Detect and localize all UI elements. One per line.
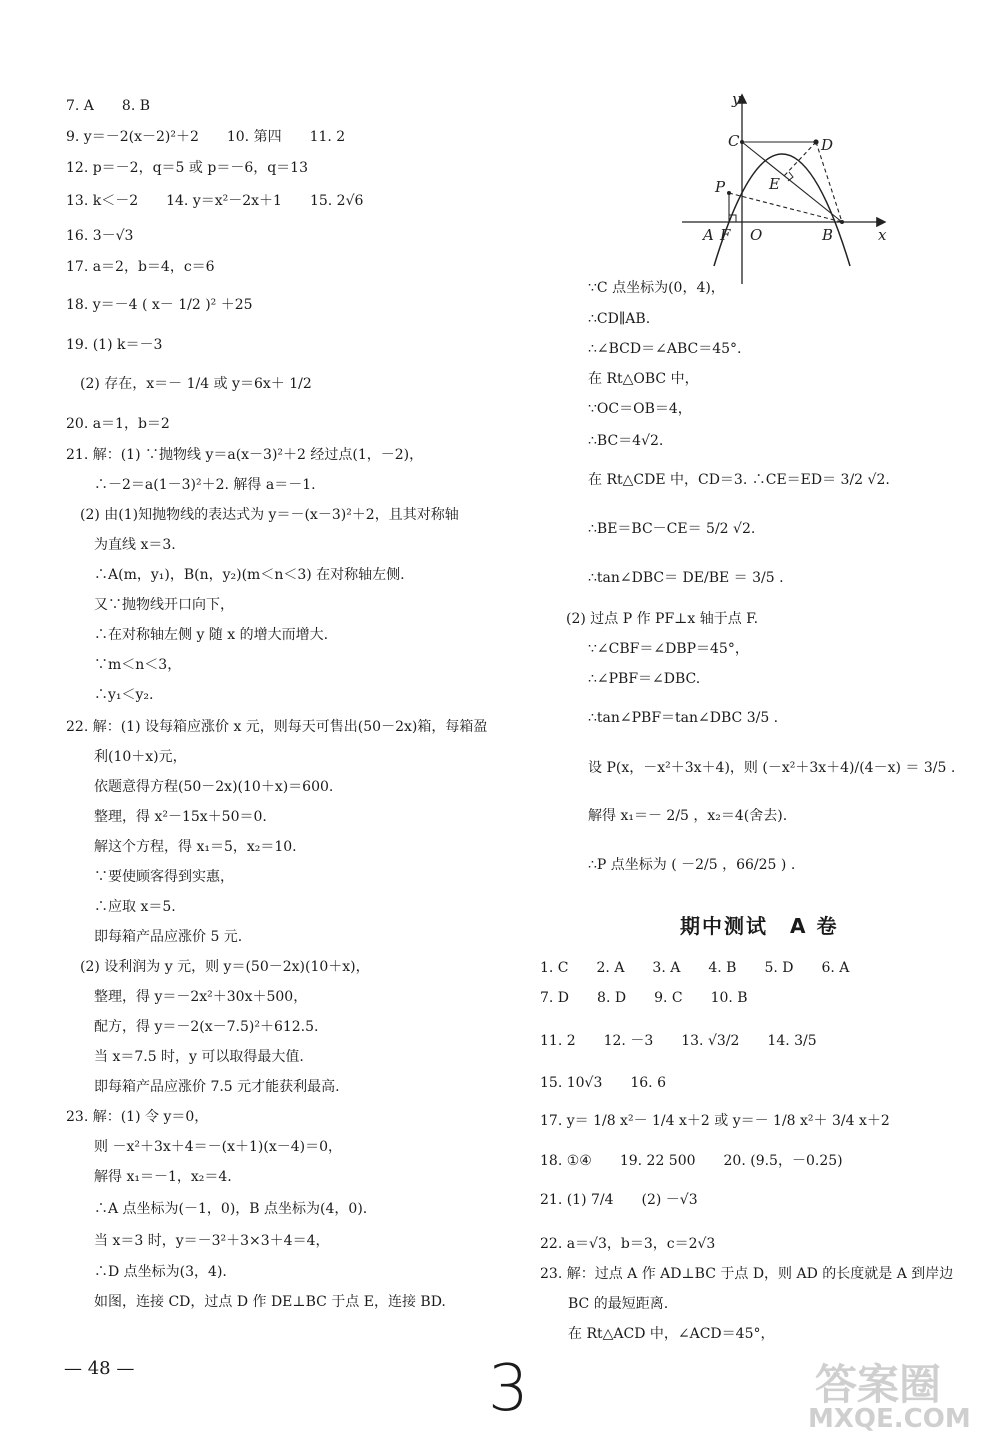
page-number: — 48 — (64, 1358, 135, 1379)
answer-line: ∴－2＝a(1－3)²＋2. 解得 a＝－1. (66, 477, 316, 493)
answer-line: 23. 解：(1) 令 y＝0， (66, 1109, 209, 1125)
answer-line: 在 Rt△ACD 中，∠ACD＝45°， (540, 1326, 775, 1342)
answer-line: (2) 存在，x＝－ 1/4 或 y＝6x＋ 1/2 (66, 376, 312, 392)
answer-line: 13. k＜－2 14. y＝x²－2x＋1 15. 2√6 (66, 193, 364, 209)
solution-line: 在 Rt△OBC 中， (588, 371, 699, 387)
answer-line: 为直线 x＝3. (66, 537, 176, 553)
answer-line: 则 －x²＋3x＋4＝－(x＋1)(x－4)＝0， (66, 1139, 343, 1155)
answer-line: 21. (1) 7/4 (2) －√3 (540, 1192, 698, 1208)
solution-line: ∴tan∠PBF＝tan∠DBC 3/5 . (588, 710, 779, 726)
answer-line: 22. 解：(1) 设每箱应涨价 x 元，则每天可售出(50－2x)箱，每箱盈 (66, 719, 488, 735)
solution-line: (2) 过点 P 作 PF⊥x 轴于点 F. (566, 611, 759, 627)
answer-line: 11. 2 12. －3 13. √3/2 14. 3/5 (540, 1033, 817, 1049)
label-f: F (720, 226, 731, 244)
answer-line: 17. a＝2，b＝4，c＝6 (66, 259, 215, 275)
solution-line: ∵∠CBF＝∠DBP＝45°， (588, 641, 749, 657)
solution-line: 解得 x₁＝－ 2/5 ，x₂＝4(舍去). (588, 808, 788, 824)
answer-line: ∴y₁＜y₂. (66, 687, 154, 703)
answer-line: 7. A 8. B (66, 98, 151, 114)
label-c: C (728, 132, 740, 150)
answer-line: (2) 由(1)知抛物线的表达式为 y＝－(x－3)²＋2，且其对称轴 (66, 507, 459, 523)
answer-line: 17. y＝ 1/8 x²－ 1/4 x＋2 或 y＝－ 1/8 x²＋ 3/4 x＋2 (540, 1113, 890, 1129)
answer-line: 18. y＝－4 ( x－ 1/2 )² ＋25 (66, 297, 253, 313)
solution-line: ∴BC＝4√2. (588, 433, 664, 449)
label-x: x (878, 226, 887, 244)
point-p (727, 191, 731, 195)
solution-line: ∴tan∠DBC＝ DE/BE ＝ 3/5 . (588, 570, 784, 586)
answer-line: ∵m＜n＜3， (66, 657, 182, 673)
answer-line: 整理，得 x²－15x＋50＝0. (66, 809, 267, 825)
solution-line: ∴BE＝BC－CE＝ 5/2 √2. (588, 521, 756, 537)
answer-line: ∴D 点坐标为(3，4). (66, 1264, 227, 1280)
answer-line: ∴应取 x＝5. (66, 899, 176, 915)
answer-line: 19. (1) k＝－3 (66, 337, 163, 353)
answer-line: 如图，连接 CD，过点 D 作 DE⊥BC 于点 E，连接 BD. (66, 1294, 446, 1310)
answer-line: 7. D 8. D 9. C 10. B (540, 990, 748, 1006)
answer-line: 1. C 2. A 3. A 4. B 5. D 6. A (540, 960, 850, 976)
answer-line: 即每箱产品应涨价 7.5 元才能获利最高. (66, 1079, 340, 1095)
section-title: 期中测试 A 卷 (680, 914, 839, 938)
solution-line: ∵OC＝OB＝4， (588, 401, 692, 417)
point-d (813, 139, 818, 144)
solution-line: ∴∠PBF＝∠DBC. (588, 671, 701, 687)
handwritten-mark: 3 (488, 1352, 529, 1426)
answer-line: 整理，得 y＝－2x²＋30x＋500， (66, 989, 308, 1005)
segment-cb (742, 142, 842, 222)
point-c (740, 140, 744, 144)
label-a: A (703, 226, 714, 244)
label-b: B (822, 226, 834, 244)
answer-line: 12. p＝－2，q＝5 或 p＝－6，q＝13 (66, 160, 308, 176)
watermark-logo: 答案圈 (815, 1360, 942, 1409)
answer-line: 20. a＝1，b＝2 (66, 416, 170, 432)
answer-line: 18. ①④ 19. 22 500 20. (9.5，－0.25) (540, 1153, 843, 1169)
answer-line: 即每箱产品应涨价 5 元. (66, 929, 243, 945)
solution-line: ∴P 点坐标为 ( －2/5 ，66/25 ) . (588, 857, 796, 873)
parabola-curve (714, 154, 850, 266)
solution-line: 在 Rt△CDE 中，CD＝3. ∴CE＝ED＝ 3/2 √2. (588, 472, 890, 488)
label-e: E (769, 175, 780, 193)
point-b (840, 220, 844, 224)
answer-line: 解这个方程，得 x₁＝5，x₂＝10. (66, 839, 297, 855)
answer-line: 配方，得 y＝－2(x－7.5)²＋612.5. (66, 1019, 319, 1035)
solution-line: ∴CD∥AB. (588, 311, 651, 327)
answer-line: 16. 3－√3 (66, 228, 134, 244)
label-o: O (750, 226, 763, 244)
answer-line: 利(10＋x)元， (66, 749, 187, 765)
solution-line: ∵C 点坐标为(0，4)， (588, 280, 725, 296)
answer-line: ∴在对称轴左侧 y 随 x 的增大而增大. (66, 627, 329, 643)
answer-line: 15. 10√3 16. 6 (540, 1075, 666, 1091)
watermark-url: MXQE.COM (808, 1404, 971, 1434)
label-p: P (715, 178, 726, 196)
answer-line: 23. 解：过点 A 作 AD⊥BC 于点 D，则 AD 的长度就是 A 到岸边 (540, 1266, 954, 1282)
answer-line: 依题意得方程(50－2x)(10＋x)＝600. (66, 779, 334, 795)
answer-line: ∴A(m，y₁)，B(n，y₂)(m＜n＜3) 在对称轴左侧. (66, 567, 405, 583)
answer-line: 又∵抛物线开口向下， (66, 597, 234, 613)
answer-line: 22. a＝√3，b＝3，c＝2√3 (540, 1236, 716, 1252)
solution-line: 设 P(x，－x²＋3x＋4)，则 (－x²＋3x＋4)/(4－x) ＝ 3/5 . (588, 760, 956, 776)
parabola-figure (670, 88, 900, 288)
answer-line: 9. y＝－2(x－2)²＋2 10. 第四 11. 2 (66, 129, 346, 145)
answer-line: 21. 解：(1) ∵抛物线 y＝a(x－3)²＋2 经过点(1，－2)， (66, 447, 424, 463)
answer-line: 当 x＝3 时，y＝－3²＋3×3＋4＝4， (66, 1233, 330, 1249)
answer-line: 解得 x₁＝－1，x₂＝4. (66, 1169, 232, 1185)
solution-line: ∴∠BCD＝∠ABC＝45°. (588, 341, 742, 357)
label-d: D (821, 136, 834, 154)
answer-line: (2) 设利润为 y 元，则 y＝(50－2x)(10＋x)， (66, 959, 370, 975)
answer-line: ∴A 点坐标为(－1，0)，B 点坐标为(4，0). (66, 1201, 368, 1217)
answer-line: 当 x＝7.5 时，y 可以取得最大值. (66, 1049, 304, 1065)
label-y: y (732, 90, 741, 108)
segment-db (816, 142, 842, 222)
answer-line: BC 的最短距离. (540, 1296, 669, 1312)
segment-de (784, 142, 816, 176)
answer-line: ∵要使顾客得到实惠， (66, 869, 234, 885)
